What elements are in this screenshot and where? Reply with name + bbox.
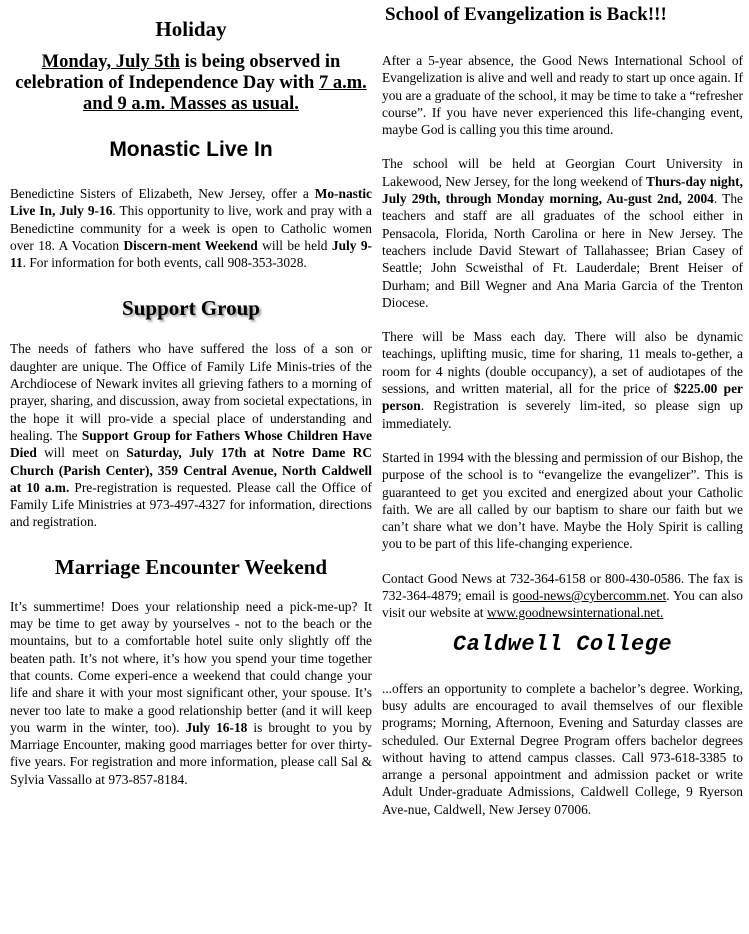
- support-section: [10, 295, 372, 530]
- school-p3-text-1: There will be Mass each day. There will also be dynamic teachings, uplifting music, time for sharing, 11 meals to-gether, a room for 4 nights (double occupancy), a set of audiotapes of the sessions, and written material, all for the price of: [382, 329, 743, 397]
- monastic-bold-3: July 9-11: [10, 237, 373, 271]
- email-link[interactable]: good-news@cybercomm.net: [512, 588, 667, 604]
- marriage-heading: Marriage Encounter Weekend: [54, 554, 328, 579]
- marriage-text-2: is brought to you by Marriage Encounter, making good marriages better for over thirty-five years. For registration and more information, please call Sal & Sylvia Vassallo at 973-857-8184.: [10, 719, 372, 787]
- holiday-section: [10, 16, 372, 115]
- school-p2-bold: Thurs-day night, July 29th, through Monday morning, Au-gust 2nd, 2004: [382, 173, 743, 207]
- support-bold-1: Support Group for Fathers Whose Children Have Died: [10, 427, 372, 461]
- caldwell-heading: Caldwell College: [452, 631, 673, 657]
- school-heading: School of Evangelization is Back!!!: [385, 4, 667, 25]
- school-para-3: [382, 328, 743, 432]
- school-section: [382, 4, 743, 622]
- monastic-text-1: Benedictine Sisters of Elizabeth, New Jersey, offer a: [10, 186, 315, 201]
- monastic-body: [10, 185, 372, 271]
- monastic-text-3: will be held: [257, 237, 332, 253]
- school-p3-text-2: . Registration is severely lim-ited, so please sign up immediately.: [382, 398, 743, 431]
- website-link[interactable]: www.goodnewsinternational.net.: [486, 605, 664, 621]
- marriage-text-1: It’s summertime! Does your relationship need a pick-me-up? It may be time to get away by yourselves - not to the beach or the mountains, but to a comfortable hotel suite only slightly off the beaten path. It’s not where, it’s how you spend your time together that counts. Come experi-ence a weekend that could change your life and share it with your most significant other, your spouse. It’s never too late to make a good relationship better (and it will keep you warm in the winter, too).: [10, 598, 372, 735]
- monastic-bold-1: Mo-nastic Live In, July 9-16: [10, 186, 372, 219]
- school-para-2: [382, 155, 743, 311]
- school-p5-text-2: . You can also visit our website at: [382, 588, 743, 621]
- school-para-5: [382, 570, 743, 622]
- marriage-section: [10, 554, 372, 788]
- monastic-text-4: . For information for both events, call 908-353-3028.: [22, 255, 307, 271]
- holiday-masses: 7 a.m. and 9 a.m. Masses as usual.: [83, 73, 367, 114]
- holiday-text: is being observed in celebration of Independence Day with: [15, 52, 341, 93]
- caldwell-section: [382, 632, 743, 818]
- marriage-body: [10, 598, 372, 788]
- school-p3-price: $225.00 per person: [382, 381, 743, 414]
- monastic-bold-2: Discern-ment Weekend: [123, 237, 258, 253]
- right-column: [382, 0, 743, 818]
- support-text-3: Pre-registration is requested. Please call the Office of Family Life Ministries at 973-497-4327 for information, directions and registration.: [10, 479, 372, 530]
- monastic-text-2: . This opportunity to live, work and pray with a Benedictine community for a week is open to Catholic women over 18. A Vocation: [10, 203, 372, 253]
- marriage-bold-1: July 16-18: [185, 719, 248, 735]
- school-para-1: After a 5-year absence, the Good News International School of Evangelization is alive and well and ready to start up once again. If you are a graduate of the school, it may be time to take a “refresher course”. If you have never experienced this life-changing event, maybe God is calling you this time around.: [382, 53, 743, 138]
- holiday-date: Monday, July 5th: [41, 52, 180, 72]
- holiday-notice: [10, 52, 372, 115]
- support-text-1: The needs of fathers who have suffered the loss of a son or daughter are unique. The Office of Family Life Minis-tries of the Archdiocese of Newark invites all grieving fathers to a morning of prayer, sharing, and discussion, away from societal expectations, in the hope it will pro-vide a special place of understanding and healing. The: [10, 341, 372, 443]
- support-bold-2: Saturday, July 17th at Notre Dame RC Church (Parish Center), 359 Central Avenue, North Caldwell at 10 a.m.: [10, 445, 373, 495]
- left-column: [10, 0, 372, 788]
- holiday-heading: Holiday: [155, 17, 227, 41]
- monastic-heading: Monastic Live In: [109, 138, 273, 161]
- school-para-4: Started in 1994 with the blessing and permission of our Bishop, the purpose of the school is to “evangelize the evangelizer”. This is guaranteed to get you excited and energized about your Catholic faith. We are all called by our baptism to share our faith but we can’t share what we don’t have. Maybe the Holy Spirit is calling you to be part of this life-changing experience.: [382, 449, 743, 552]
- school-p2-text-2: . The teachers and staff are all graduates of the school either in Pensacola, Florida, North Carolina or here in New Jersey. The teachers include David Stewart of Tallahassee; Brian Casey of Seattle; John Scweisthal of Ft. Lauderdale; Brent Heiser of Durham; and Bill Wegner and Ana Maria Garcia of the Trenton Diocese.: [382, 191, 743, 310]
- monastic-section: [10, 137, 372, 271]
- support-text-2: will meet on: [36, 445, 127, 461]
- support-body: [10, 340, 372, 530]
- school-p5-text-1: Contact Good News at 732-364-6158 or 800-430-0586. The fax is 732-364-4879; email is: [382, 570, 743, 604]
- caldwell-body: ...offers an opportunity to complete a bachelor’s degree. Working, busy adults are encouraged to avail themselves of our flexible programs; Morning, Afternoon, Evening and Saturday classes are scheduled. Our External Degree Program offers bachelor degrees without having to attend campus classes. Call 973-618-3385 to arrange a personal appointment and admission packet or write Adult Under-graduate Admissions, Caldwell College, 9 Ryerson Ave-nue, Caldwell, New Jersey 07006.: [382, 680, 743, 817]
- support-heading: Support Group: [122, 296, 260, 321]
- school-p2-text-1: The school will be held at Georgian Court University in Lakewood, New Jersey, for the long weekend of: [382, 156, 743, 189]
